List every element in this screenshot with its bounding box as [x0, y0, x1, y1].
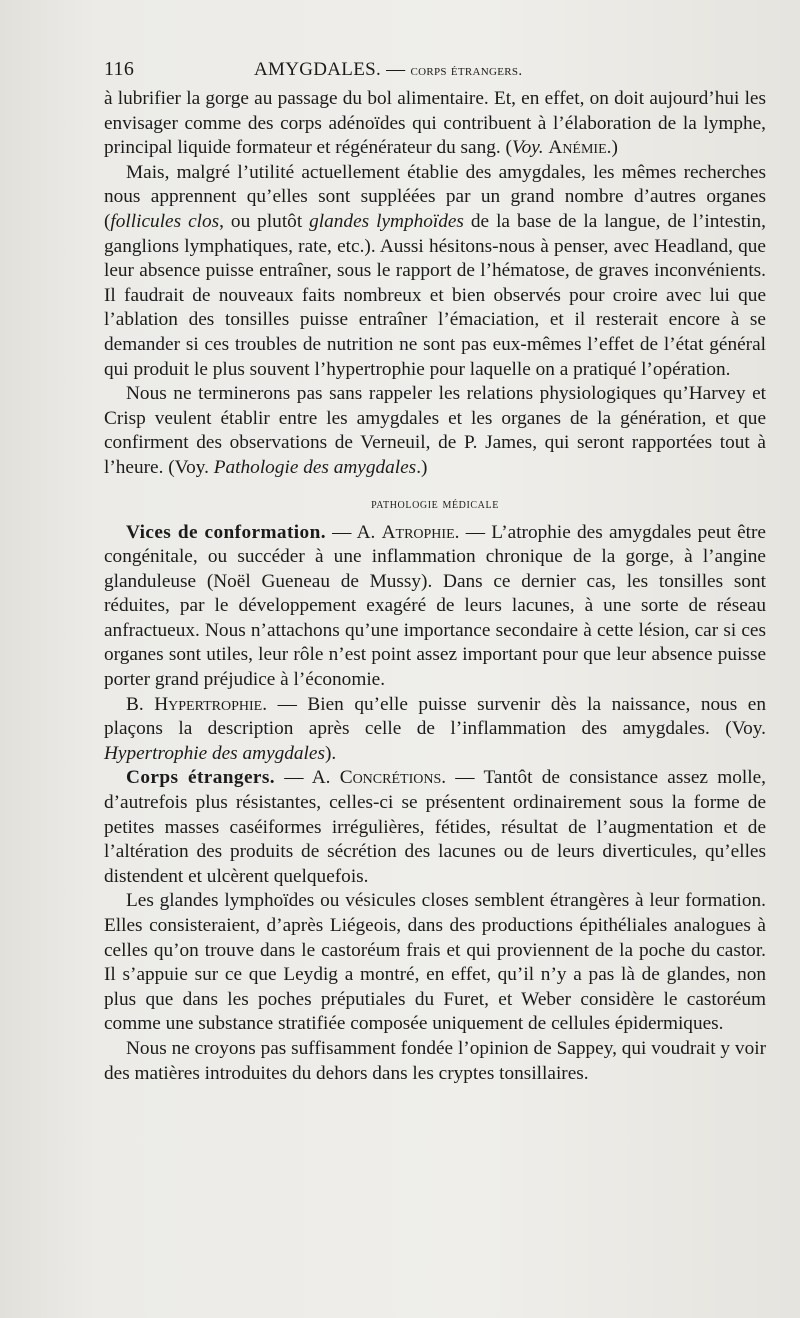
page-number: 116 — [104, 58, 135, 80]
para4-text-a: — A. — [325, 521, 382, 543]
para6-sc: Concrétions — [339, 767, 442, 789]
para4-text-b: . — L’atrophie des amygdales peut être congénitale, ou succéder à une inflammation chronique de la gorge, à l’angine glanduleuse (Noël Gueneau de Mussy). Dans ce dernier cas, les tonsilles sont réduites, par le développement exagéré de leurs lacunes, à une sorte de réseau anfractueux. Nous n’attachons qu’une importance secondaire à cette lésion, car si ces organes sont utiles, leur rôle n’est point assez important pour que leur absence puisse porter grand préjudice à l’économie. — [104, 521, 766, 691]
para1-ref-anemie: Anémie — [548, 137, 607, 159]
para3-text-a: Nous ne terminerons pas sans rappeler les relations physiologiques qu’Harvey et Crisp veulent établir entre les amygdales et les organes de la génération, et que confirment des observations de Verneuil, de P. James, qui seront rapportées tout à l’heure. (Voy. — [104, 383, 766, 478]
running-title-sub: corps étrangers. — [410, 63, 523, 79]
para1-text-a: à lubrifier la gorge au passage du bol alimentaire. Et, en effet, on doit aujourd’hui les envisager comme des corps adénoïdes qui contribuent à l’élaboration de la lymphe, principal liquide formateur et régénérateur du sang. ( — [104, 88, 766, 159]
para3-text-b: .) — [416, 456, 428, 478]
para2-text-c: de la base de la langue, de l’intestin, ganglions lymphatiques, rate, etc.). Aussi hésitons-nous à penser, avec Headland, que leur absence puisse entraîner, sous le rapport de l’hématose, de graves inconvénients. Il faudrait de nouveaux faits nombreux et bien observés pour croire avec lui que l’ablation des tonsilles puisse entraîner l’émaciation, et il resterait encore à se demander si ces troubles de nutrition ne sont pas eux-mêmes l’effet de l’état général qui produit le plus souvent l’hypertrophie pour laquelle on a pratiqué l’opération. — [104, 210, 766, 380]
para1-ref-voy: Voy. — [511, 137, 544, 159]
paragraph-lymph — [104, 87, 766, 161]
para5-text-a: B. — [126, 693, 155, 715]
para4-sc-a: Atrophie — [381, 521, 455, 543]
paragraph-relations — [104, 382, 766, 480]
para2-italic-a: follicules clos — [110, 210, 220, 232]
paragraph-utility — [104, 161, 766, 382]
para5-italic: Hypertrophie des amygdales — [104, 742, 325, 764]
para6-text-a: — A. — [274, 767, 340, 789]
para5-text-b: . — Bien qu’elle puisse survenir dès la naissance, nous en plaçons la description après celle de l’inflammation des amygdales. (Voy. — [104, 693, 766, 740]
running-header — [104, 58, 766, 81]
para5-sc: Hypertrophie — [154, 693, 263, 715]
running-title-main: AMYGDALES. — — [254, 59, 411, 80]
running-title — [254, 59, 522, 81]
para6-bold-lead: Corps étrangers. — [126, 767, 275, 789]
para2-text-b: , ou plutôt — [219, 210, 310, 232]
para5-text-c: ). — [324, 742, 337, 764]
para4-bold-lead: Vices de conformation. — [126, 521, 326, 543]
para3-italic: Pathologie des amygdales — [213, 456, 417, 478]
para6-text-b: . — Tantôt de consistance assez molle, d’autrefois plus résistantes, celles-ci se présentent ordinairement sous la forme de petites masses caséiformes irrégulières, fétides, résultat de l’augmentation et de l’altération des produits de sécrétion des lacunes ou de leurs diverticules, qu’elles distendent et ulcèrent quelquefois. — [104, 767, 766, 887]
paragraph-glandes: Les glandes lymphoïdes ou vésicules closes semblent étrangères à leur formation. Elles consisteraient, d’après Liégeois, dans des productions épithéliales analogues à celles qu’on trouve dans le castoréum frais et qui proviennent de la poche du castor. Il s’appuie sur ce que Leydig a montré, en effet, qu’il n’y a pas là de glandes, non plus que dans les poches préputiales du Furet, et Weber considère le castoréum comme une substance stratifiée composée uniquement de cellules épidermiques. — [104, 890, 766, 1035]
para2-italic-b: glandes lymphoïdes — [309, 210, 464, 232]
paragraph-sappey: Nous ne croyons pas suffisamment fondée l’opinion de Sappey, qui voudrait y voir des matières introduites du dehors dans les cryptes tonsillaires. — [104, 1037, 766, 1084]
paragraph-atrophie — [104, 521, 766, 693]
paragraph-corps-etrangers — [104, 766, 766, 889]
para1-text-b: .) — [606, 137, 618, 159]
section-heading: pathologie médicale — [371, 496, 499, 512]
paragraph-hypertrophie — [104, 693, 766, 767]
para2-text-a: Mais, malgré l’utilité actuellement établie des amygdales, les mêmes recherches nous apprennent qu’elles sont suppléées par un grand nombre d’autres organes ( — [104, 161, 766, 232]
